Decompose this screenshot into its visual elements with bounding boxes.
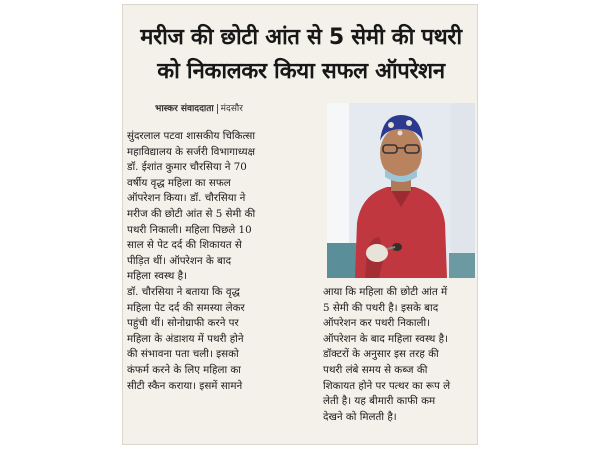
article-line: साल से पेट दर्द की शिकायत से [127,239,242,252]
article-line: डॉ. चौरसिया ने बताया कि वृद्ध [127,285,240,298]
article-line: की संभावना पता चली। इसको [127,348,239,361]
doctor-photo [327,103,475,278]
article-column-2 [323,285,475,425]
article-line: 5 सेमी की पथरी है। इसके बाद [323,301,439,314]
article-line: ऑपरेशन कर पथरी निकाली। [323,317,431,330]
article-line: पीड़ित थीं। ऑपरेशन के बाद [127,254,232,267]
article-line: डॉ. ईशांत कुमार चौरसिया ने 70 [127,161,247,174]
headline [123,21,478,89]
article-line: मरीज की छोटी आंत से 5 सेमी की [127,207,256,220]
headline-line-2: को निकालकर किया सफल ऑपरेशन [157,59,445,84]
article-line: सीटी स्कैन कराया। इसमें सामने [127,379,243,392]
byline [155,101,243,114]
doctor-illustration [327,103,475,278]
article-column-1 [127,129,309,394]
article-line: पथरी निकाली। महिला पिछले 10 [127,223,252,236]
article-line: महिला के अंडाशय में पथरी होने [127,332,244,345]
article-line: पहुंची थीं। सोनोग्राफी करने पर [127,317,239,330]
headline-line-1: मरीज की छोटी आंत से 5 सेमी की पथरी [140,25,462,50]
article-line: सुंदरलाल पटवा शासकीय चिकित्सा [127,130,256,142]
article-line: महिला स्वस्थ है। [127,270,187,283]
reporter-credit: भास्कर संवाददाता [155,104,214,114]
article-line: देखने को मिलती है। [323,410,397,423]
dateline-place: मंदसौर [220,104,243,114]
article-line: ऑपरेशन किया। डॉ. चौरसिया ने [127,192,246,205]
article-line: पथरी लंबे समय से कब्ज की [323,363,428,376]
article-line: कंफर्म करने के लिए महिला का [127,363,241,376]
article-line: शिकायत होने पर पत्थर का रूप ले [323,379,451,392]
article-line: वर्षीय वृद्ध महिला का सफल [127,176,231,189]
newspaper-clipping [122,4,478,445]
article-line: महाविद्यालय के सर्जरी विभागाध्यक्ष [127,145,255,158]
article-line: डॉक्टरों के अनुसार इस तरह की [323,348,439,361]
article-line: महिला पेट दर्द की समस्या लेकर [127,301,245,314]
byline-divider [217,104,218,114]
article-line: लेती है। यह बीमारी काफी कम [323,395,436,408]
article-line: आया कि महिला की छोटी आंत में [323,286,448,298]
article-line: ऑपरेशन के बाद महिला स्वस्थ है। [323,332,449,345]
